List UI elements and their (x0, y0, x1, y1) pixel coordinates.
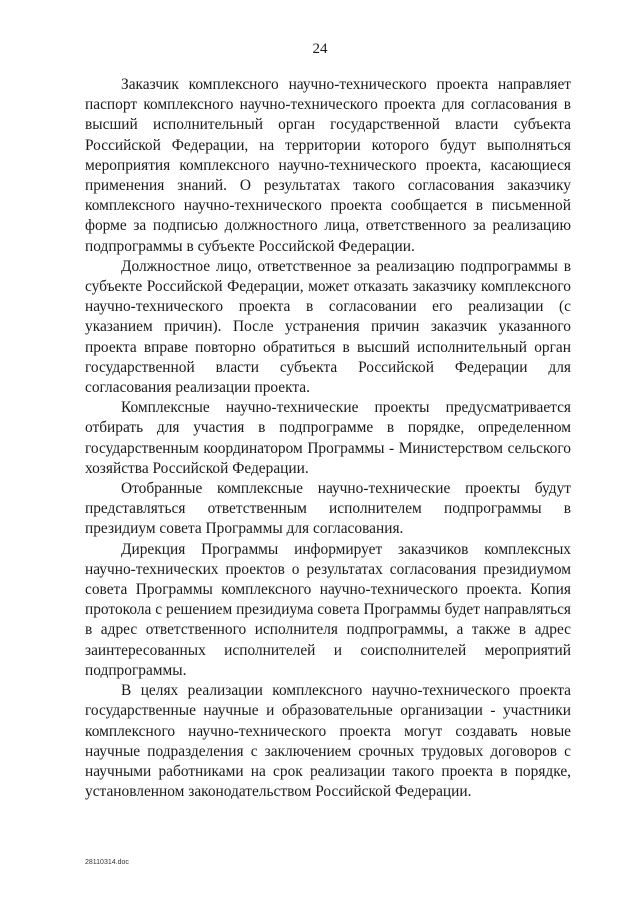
document-body (85, 75, 571, 802)
file-name-footer: 28110314.doc (85, 859, 129, 866)
paragraph-selection: Комплексные научно-технические проекты предусматривается отбирать для участия в подпрограмме в порядке, определенном государственным координатором Программы - Министерством сельского хозяйства Российской Федерации. (85, 399, 571, 477)
paragraph-approval: Заказчик комплексного научно-технического проекта направляет паспорт комплексного научно-технического проекта для согласования в высший исполнительный орган государственной власти субъекта Российской Федерации, на территории которого будут выполняться мероприятия комплексного научно-технического проекта, касающиеся применения знаний. О результатах такого согласования заказчику комплексного научно-технического проекта сообщается в письменной форме за подписью должностного лица, ответственного за реализацию подпрограммы в субъекте Российской Федерации. (85, 76, 571, 255)
paragraph-organizations: В целях реализации комплексного научно-технического проекта государственные научные и образовательные организации - участники комплексного научно-технического проекта могут создавать новые научные подразделения с заключением срочных трудовых договоров с научными работниками на срок реализации такого проекта в порядке, установленном законодательством Российской Федерации. (85, 682, 571, 801)
paragraph-refusal: Должностное лицо, ответственное за реализацию подпрограммы в субъекте Российской Федерации, может отказать заказчику комплексного научно-технического проекта в согласовании его реализации (с указанием причин). После устранения причин заказчик указанного проекта вправе повторно обратиться в высший исполнительный орган государственной власти субъекта Российской Федерации для согласования реализации проекта. (85, 257, 571, 397)
paragraph-submission: Отобранные комплексные научно-технические проекты будут представляться ответственным исполнителем подпрограммы в президиум совета Программы для согласования. (85, 480, 571, 538)
paragraph-directorate: Дирекция Программы информирует заказчиков комплексных научно-технических проектов о результатах согласования президиумом совета Программы комплексного научно-технического проекта. Копия протокола с решением президиума совета Программы будет направляться в адрес ответственного исполнителя подпрограммы, а также в адрес заинтересованных исполнителей и соисполнителей мероприятий подпрограммы. (85, 540, 571, 679)
page-number: 24 (312, 41, 328, 57)
